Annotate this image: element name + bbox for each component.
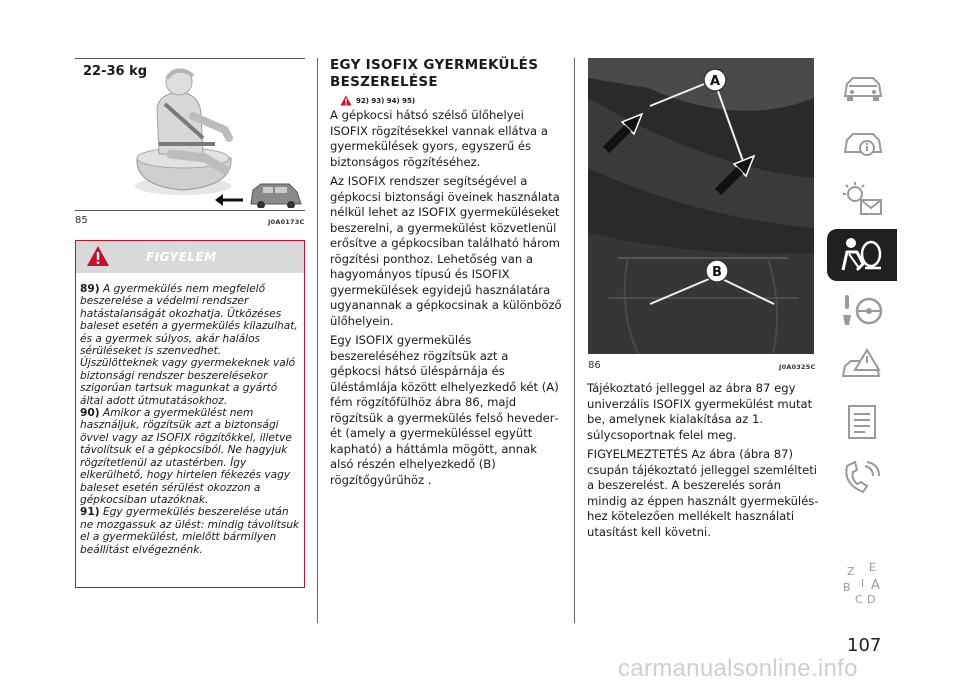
sidebar-item-driving[interactable] [827, 285, 897, 337]
right-column-body [587, 381, 819, 544]
figure-number: 85 [75, 215, 88, 226]
figure-code: J0A0173C [268, 218, 305, 226]
warning-refs [340, 95, 415, 106]
warning-triangle-icon [86, 245, 110, 267]
paragraph: FIGYELMEZTETÉS Az ábra (ábra 87) csupán tájékoztató jelleggel szemlélteti a beszerelést. A beszerelés során mindig az éppen használt gyermeküléshez kötelezően mellékelt használati utasítást kell követni. [587, 447, 819, 539]
warning-triangle-car-icon [837, 346, 887, 386]
sidebar-item-maintenance[interactable] [827, 396, 897, 448]
page-number: 107 [847, 635, 882, 656]
paragraph: Az ISOFIX rendszer segítségével a gépkocsi biztonsági öveinek használata nélkül lehet az ISOFIX gyermeküléseket beszerelni, a gyermekülést közvetlenül erősítve a gépkocsiban található három rögzítési ponthoz. Lehetőség van a hagyományos típusú és ISOFIX gyermekülések egyidejű használatára ugyanannak a gépkocsinak a különböző ülőhelyein. [330, 174, 562, 328]
warning-item [80, 283, 302, 407]
lights-mail-icon [837, 180, 887, 220]
section-title: EGY ISOFIX GYERMEKÜLÉS BESZERELÉSE [330, 57, 539, 90]
sidebar-item-car-info[interactable] [827, 118, 897, 170]
weight-group-label: 22-36 kg [83, 64, 148, 79]
car-front-icon [837, 68, 887, 108]
sidebar-item-car-front[interactable] [827, 62, 897, 114]
marker-a: A [709, 74, 721, 89]
watermark: carmanualsonline.info [618, 655, 858, 682]
svg-text:Z: Z [847, 565, 855, 578]
warning-triangle-icon [340, 95, 352, 106]
svg-text:C: C [855, 593, 863, 606]
sidebar-item-multimedia[interactable] [827, 452, 897, 504]
warning-item-text: Amikor a gyermekülést nem használjuk, rögzítsük azt a biztonsági övvel vagy az ISOFIX rögzítőkkel, illetve távolítsuk el a gépkocsiból. Ne hagyjuk rögzítetlenül az utastérben. Így elkerülhető, hogy hirtelen fékezés vagy baleset esetén sérülést okozzon a gépkocsiban utazóknak. [80, 407, 292, 506]
section-body [330, 108, 562, 492]
warning-box [75, 240, 305, 588]
car-info-icon [837, 124, 887, 164]
phone-music-icon [837, 458, 887, 498]
figure-number: 86 [588, 360, 601, 371]
column-divider [317, 58, 318, 623]
warning-header [76, 241, 304, 273]
svg-text:I: I [861, 577, 865, 590]
warning-item-number: 90) [80, 407, 100, 420]
isofix-anchor-photo [588, 58, 814, 354]
figure-85 [75, 58, 305, 210]
paragraph: Egy ISOFIX gyermekülés beszereléséhez rögzítsük azt a gépkocsi hátsó üléspárnája és üléstámlája között elhelyezkedő két (A) fém rögzítőfülhöz ábra 86, majd rögzítsük a gyermekülés felső hevederét (amely a gyermeküléssel együtt kapható) a háttámla mögött, annak alsó részén elhelyezkedő (B) rögzítőgyűrűhöz . [330, 333, 559, 487]
maintenance-list-icon [837, 402, 887, 442]
sidebar-item-lights[interactable] [827, 174, 897, 226]
paragraph: A gépkocsi hátsó szélső ülőhelyei ISOFIX rögzítésekkel vannak ellátva a gyermekülések gyors, egyszerű és biztonságos rögzítéséhez. [330, 108, 548, 169]
figure-code: J0A0325C [779, 363, 816, 371]
figure-bottom-rule [75, 210, 305, 211]
paragraph: Tájékoztató jelleggel az ábra 87 egy univerzális ISOFIX gyermekülést mutat be, amelynek kialakítása az 1. súlycsoportnak felel meg. [587, 381, 813, 442]
warning-item [80, 506, 302, 556]
warning-item [80, 407, 302, 506]
warning-item-text: Egy gyermekülés beszerelése után ne mozgassuk az ülést: mindig távolítsuk el a gyermekülést, mielőtt bármilyen beállítást elvégeznénk. [80, 506, 300, 556]
warning-item-text: A gyermekülés nem megfelelő beszerelése a védelmi rendszer hatástalanságát okozhatja. Ütközéses baleset esetén a gyermekülés kilazulhat, és a gyermek súlyos, akár halálos sérüléseket is szenvedhet. Újszülötteknek vagy gyermekeknek való biztonsági rendszer beszerelésekor szigorúan tartsuk magunkat a gyártó által adott útmutatásokhoz. [80, 283, 298, 407]
steering-wheel-icon [837, 291, 887, 331]
warning-ref-numbers: 92) 93) 94) 95) [356, 96, 416, 105]
svg-text:A: A [871, 578, 880, 593]
booster-seat-illustration [75, 58, 305, 208]
sidebar-item-safety[interactable] [827, 229, 897, 281]
column-divider [574, 58, 575, 623]
warning-text [80, 283, 302, 556]
svg-text:E: E [869, 561, 876, 574]
svg-text:B: B [843, 581, 851, 594]
sidebar-item-emergency[interactable] [827, 340, 897, 392]
warning-title: FIGYELEM [146, 250, 217, 264]
sidebar-item-index[interactable] [827, 557, 897, 609]
alphabet-index-icon [837, 559, 887, 607]
marker-b: B [712, 265, 722, 280]
warning-item-number: 91) [80, 506, 100, 519]
figure-86-photo [588, 58, 814, 354]
svg-text:D: D [867, 593, 876, 606]
safety-airbag-icon [837, 234, 887, 276]
warning-item-number: 89) [80, 283, 100, 295]
